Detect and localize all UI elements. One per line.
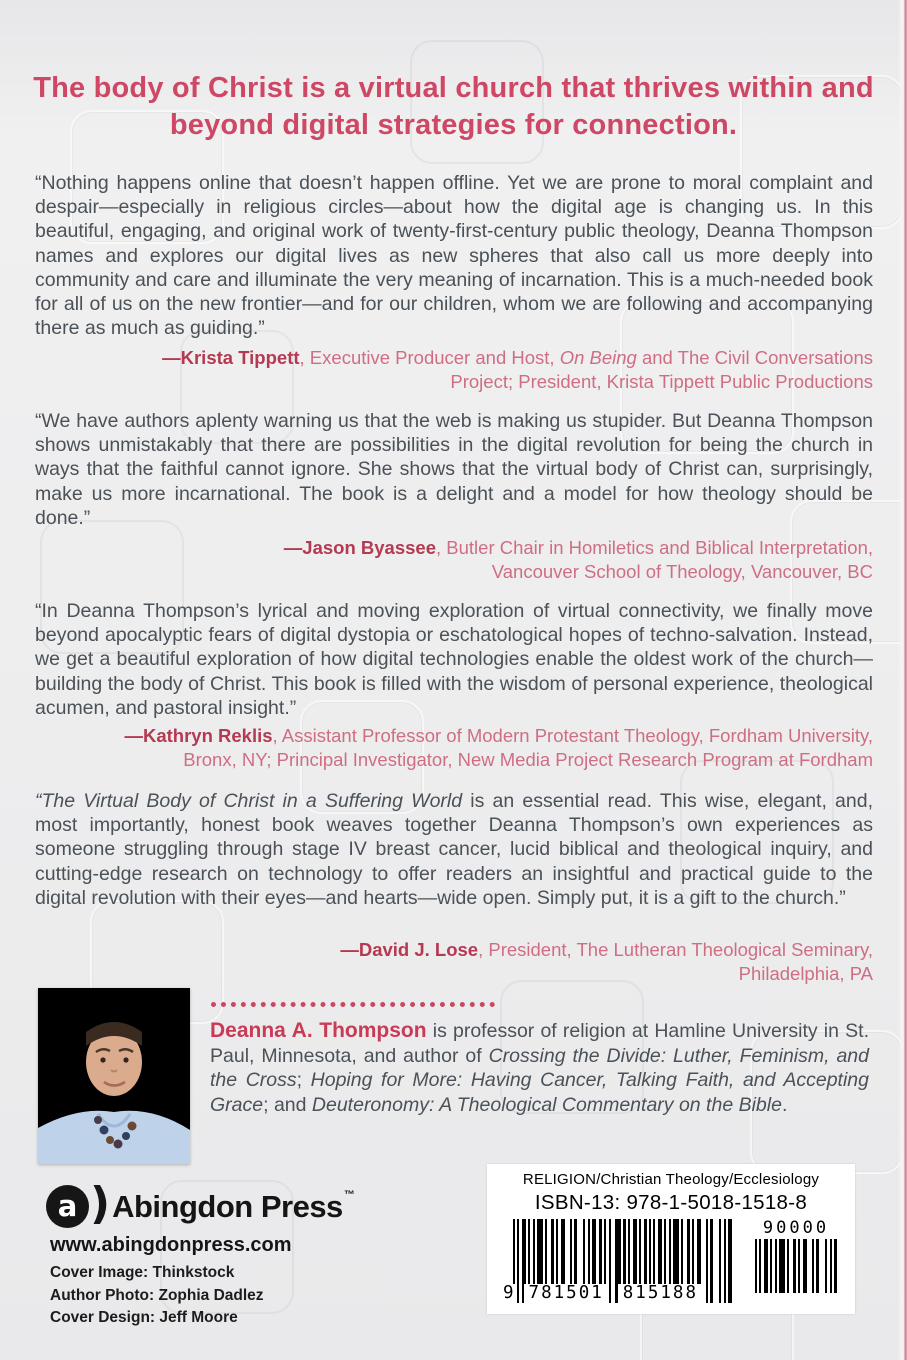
endorsement-attribution-2: —Jason Byassee, Butler Chair in Homiletics and Biblical Interpretation, Vancouver School of Theology, Vancouver, BC xyxy=(283,537,873,582)
bisac-category: RELIGION/Christian Theology/Ecclesiology xyxy=(522,1171,820,1188)
author-bio-section xyxy=(210,1002,869,1117)
cover-right-edge xyxy=(898,0,907,1360)
dotted-divider xyxy=(211,1002,495,1007)
publisher-website: www.abingdonpress.com xyxy=(50,1234,292,1256)
abingdon-logo-icon: a xyxy=(46,1185,89,1228)
endorsement-quote-1: “Nothing happens online that doesn’t happen offline. Yet we are prone to moral complaint and despair—especially in religious circles—about how the digital age is changing us. In this beautiful, engaging, and original work of twenty-first-century public theology, Deanna Thompson names and explores our digital lives as new spheres that also call us more deeply into community and care and illuminate the very meaning of incarnation. This is a much-needed book for all of us on the new frontier—and for our children, whom we are following and accompanying there as much as guiding.” xyxy=(35,172,873,340)
isbn-label: ISBN-13: 978-1-5018-1518-8 xyxy=(534,1191,808,1214)
credit-author-photo: Author Photo: Zophia Dadlez xyxy=(50,1286,264,1304)
ean-digits xyxy=(503,1284,703,1303)
endorsement-quote-2: “We have authors aplenty warning us that the web is making us stupider. But Deanna Thompson shows unmistakably that there are possibilities in the digital revolution for being the church in ways that the faithful cannot ignore. She shows that the virtual body of Christ can, surprisingly, make us more incarnational. The book is a delight and a model for how theology should be done.” xyxy=(35,410,873,529)
barcode-panel xyxy=(487,1164,855,1314)
author-bio-text: Deanna A. Thompson is professor of religion at Hamline University in St. Paul, Minnesota, and author of Crossing the Divide: Luther, Feminism, and the Cross; Hoping for More: Having Cancer, Talking Faith, and Accepting Grace; and Deuteronomy: A Theological Commentary on the Bible. xyxy=(210,1019,869,1116)
endorsement-attribution-4: —David J. Lose, President, The Lutheran Theological Seminary, Philadelphia, PA xyxy=(340,939,873,984)
credit-cover-image: Cover Image: Thinkstock xyxy=(50,1264,235,1281)
cover-tagline: The body of Christ is a virtual church that thrives within and beyond digital strategies for connection. xyxy=(33,72,874,141)
endorsement-quote-4: “The Virtual Body of Christ in a Suffering World is an essential read. This wise, elegant, and, most importantly, honest book weaves together Deanna Thompson’s own experiences as someone struggling through stage IV breast cancer, lucid biblical and theological inquiry, and cutting-edge research on technology to offer readers an insightful and practical guide to the digital revolution with their eyes—and hearts—wide open. Simply put, it is a gift to the church.” xyxy=(35,790,874,909)
abingdon-logo-paren-icon: ) xyxy=(90,1178,111,1229)
endorsement-quote-3: “In Deanna Thompson’s lyrical and moving exploration of virtual connectivity, we finally move beyond apocalyptic fears of digital dystopia or eschatological hopes of techno-salvation. Instead, we get a beautiful exploration of how digital technologies enable the oldest work of the church—building the body of Christ. This book is filled with the wisdom of personal experience, theological acumen, and pastoral insight.” xyxy=(35,600,873,719)
credit-cover-design: Cover Design: Jeff Moore xyxy=(50,1309,238,1326)
ean-digit-group-1: 781501 xyxy=(524,1284,609,1303)
author-portrait-illustration xyxy=(38,988,190,1164)
ean-addon-number: 90000 xyxy=(762,1218,830,1238)
trademark-symbol: ™ xyxy=(343,1188,355,1201)
ean-barcode-icon xyxy=(503,1219,741,1303)
ean-digit-group-2: 815188 xyxy=(618,1284,703,1303)
endorsement-attribution-3: —Kathryn Reklis, Assistant Professor of Modern Protestant Theology, Fordham University, Bronx, NY; Principal Investigator, New Media Project Research Program at Fordham xyxy=(124,725,873,770)
cover-credits xyxy=(50,1262,264,1330)
ean-digit-lead: 9 xyxy=(503,1284,517,1303)
endorsement-attribution-1: —Krista Tippett, Executive Producer and Host, On Being and The Civil Conversations Project; President, Krista Tippett Public Productions xyxy=(162,347,873,392)
publisher-name: Abingdon Press™ xyxy=(112,1188,355,1224)
ean-addon-barcode-icon xyxy=(753,1219,839,1293)
author-photo xyxy=(38,988,190,1164)
publisher-logo xyxy=(46,1178,355,1229)
